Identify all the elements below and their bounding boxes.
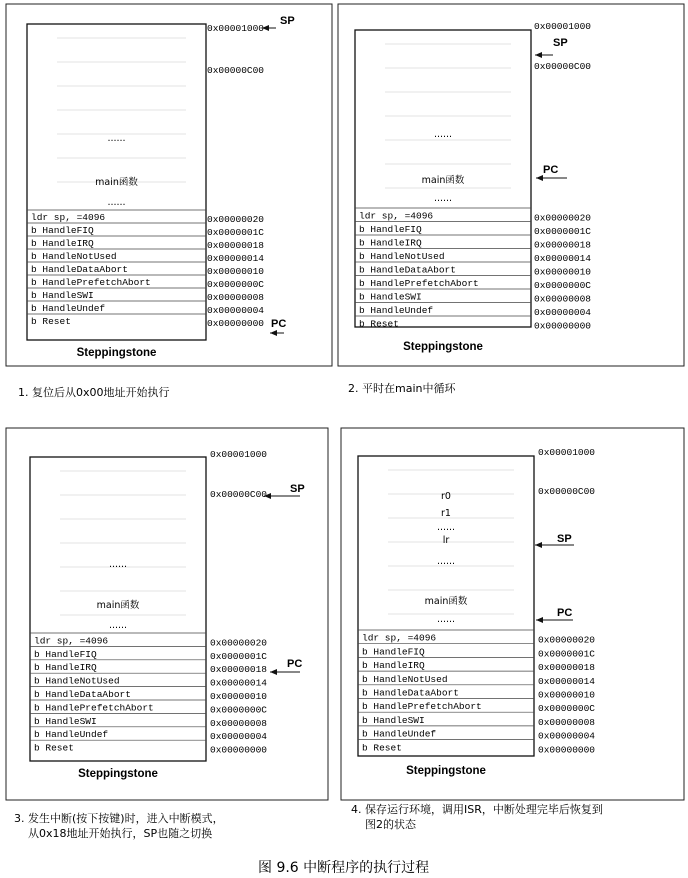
vector-row-text: b HandleSWI <box>362 714 425 726</box>
ellipsis-label: ...... <box>436 614 456 625</box>
vector-row-address: 0x00000008 <box>210 717 268 729</box>
vector-row-address: 0x0000000C <box>207 279 265 290</box>
ellipsis-label: ...... <box>433 193 453 204</box>
vector-row-text: b HandleUndef <box>34 729 109 741</box>
vector-row-address: 0x00000000 <box>207 318 265 329</box>
pc-label: PC <box>557 607 573 619</box>
vector-row-text: b Reset <box>34 742 74 754</box>
sp-label: SP <box>290 483 305 495</box>
address-label: 0x00000C00 <box>207 65 265 76</box>
vector-row-text: b Reset <box>359 318 399 330</box>
address-label: 0x00001000 <box>538 447 596 458</box>
stack-item: r0 <box>441 491 451 502</box>
vector-row-address: 0x0000001C <box>534 226 592 237</box>
address-label: 0x00000C00 <box>538 486 596 497</box>
figure-caption: 图 9.6 中断程序的执行过程 <box>258 860 430 876</box>
vector-row-address: 0x00000018 <box>534 239 592 251</box>
vector-row-address: 0x0000000C <box>538 703 596 715</box>
panel-caption: 3. 发生中断(按下按键)时，进入中断模式， <box>14 812 224 825</box>
vector-row-address: 0x00000020 <box>207 214 265 225</box>
steppingstone-label: Steppingstone <box>78 768 158 780</box>
main-function-label: main函数 <box>421 175 465 186</box>
vector-row-address: 0x00000014 <box>210 677 268 689</box>
panel-caption: 从0x18地址开始执行，SP也随之切换 <box>28 827 213 840</box>
vector-row-text: b HandlePrefetchAbort <box>31 277 151 288</box>
steppingstone-label: Steppingstone <box>403 341 483 353</box>
panel-caption: 4. 保存运行环境，调用ISR，中断处理完毕后恢复到 <box>351 803 603 816</box>
panel-1 <box>6 4 332 399</box>
vector-row-address: 0x00000014 <box>534 253 592 264</box>
vector-row-address: 0x00000020 <box>210 637 268 649</box>
address-label: 0x00000C00 <box>210 489 268 500</box>
vector-row-text: b HandleFIQ <box>31 225 94 236</box>
vector-row-address: 0x00000014 <box>538 675 596 687</box>
address-label: 0x00001000 <box>534 21 592 32</box>
vector-row-text: b HandleSWI <box>34 715 97 727</box>
panel-4 <box>341 428 684 831</box>
vector-row-address: 0x00000010 <box>538 689 596 701</box>
vector-row-text: b HandleUndef <box>31 303 106 314</box>
vector-row-address: 0x00000004 <box>207 305 265 316</box>
pc-label: PC <box>543 164 559 176</box>
vector-row-address: 0x0000001C <box>538 648 596 660</box>
ellipsis-label: ...... <box>108 620 128 631</box>
vector-row-text: b HandleNotUsed <box>359 251 445 262</box>
vector-row-text: b HandleDataAbort <box>34 689 131 700</box>
vector-row-address: 0x00000010 <box>207 266 265 277</box>
vector-row-text: b HandleFIQ <box>362 646 425 658</box>
ellipsis-label: ...... <box>436 556 456 567</box>
vector-row-text: ldr sp, =4096 <box>34 635 109 647</box>
vector-row-text: b HandleFIQ <box>359 224 422 235</box>
pc-label: PC <box>287 658 303 670</box>
vector-row-address: 0x0000001C <box>207 227 265 238</box>
ellipsis-label: ...... <box>108 559 128 570</box>
vector-row-address: 0x00000004 <box>538 730 596 742</box>
vector-row-text: b HandleIRQ <box>359 237 422 249</box>
vector-row-address: 0x00000004 <box>210 731 268 743</box>
vector-row-address: 0x00000010 <box>534 266 592 278</box>
main-function-label: main函数 <box>95 177 138 188</box>
vector-row-text: b Reset <box>31 316 71 327</box>
vector-row-address: 0x00000020 <box>534 212 592 224</box>
vector-row-text: b HandlePrefetchAbort <box>359 278 479 289</box>
vector-row-address: 0x00000000 <box>538 744 596 756</box>
main-function-label: main函数 <box>424 596 468 607</box>
sp-label: SP <box>553 37 568 49</box>
vector-row-text: ldr sp, =4096 <box>31 212 106 223</box>
vector-row-text: ldr sp, =4096 <box>362 632 437 644</box>
vector-row-text: b HandleNotUsed <box>362 673 448 685</box>
vector-row-text: b HandleDataAbort <box>31 264 128 275</box>
vector-row-text: ldr sp, =4096 <box>359 210 434 222</box>
vector-row-address: 0x00000018 <box>210 664 268 676</box>
vector-row-text: b HandleIRQ <box>362 660 425 672</box>
vector-row-address: 0x00000004 <box>534 307 592 318</box>
sp-label: SP <box>280 15 295 27</box>
ellipsis-label: ...... <box>433 129 453 140</box>
stack-item: ...... <box>436 522 456 533</box>
vector-row-text: b HandleNotUsed <box>34 675 120 687</box>
panel-caption: 图2的状态 <box>365 818 416 831</box>
vector-row-address: 0x00000008 <box>538 716 596 728</box>
main-function-label: main函数 <box>96 600 140 611</box>
vector-row-text: b HandlePrefetchAbort <box>362 701 482 713</box>
address-label: 0x00001000 <box>210 449 268 460</box>
vector-row-address: 0x0000000C <box>534 280 592 291</box>
vector-row-text: b HandleUndef <box>359 305 434 316</box>
ellipsis-label: ...... <box>107 133 126 144</box>
vector-row-text: b HandleDataAbort <box>362 687 459 699</box>
steppingstone-label: Steppingstone <box>406 765 486 777</box>
vector-row-address: 0x00000018 <box>207 240 265 251</box>
vector-row-text: b HandleDataAbort <box>359 264 456 276</box>
vector-row-address: 0x00000010 <box>210 691 268 702</box>
vector-row-text: b HandleUndef <box>362 728 437 740</box>
vector-row-text: b HandleIRQ <box>31 238 94 249</box>
vector-row-address: 0x00000018 <box>538 662 596 674</box>
panel-caption: 1. 复位后从0x00地址开始执行 <box>18 386 170 399</box>
steppingstone-label: Steppingstone <box>76 347 157 359</box>
vector-row-address: 0x0000000C <box>210 704 268 716</box>
address-label: 0x00001000 <box>207 23 265 34</box>
panel-3 <box>6 428 328 840</box>
vector-row-address: 0x00000014 <box>207 253 265 264</box>
address-label: 0x00000C00 <box>534 61 592 72</box>
vector-row-text: b HandleSWI <box>31 290 94 301</box>
stack-item: r1 <box>441 508 451 519</box>
vector-row-address: 0x00000000 <box>210 744 268 756</box>
vector-row-text: b Reset <box>362 742 402 754</box>
vector-row-address: 0x00000008 <box>534 293 592 305</box>
stack-item: lr <box>442 535 450 546</box>
vector-row-text: b HandlePrefetchAbort <box>34 702 154 714</box>
pc-label: PC <box>271 318 287 330</box>
panel-2 <box>338 4 684 395</box>
ellipsis-label: ...... <box>107 197 126 208</box>
vector-row-text: b HandleSWI <box>359 291 422 303</box>
panel-caption: 2. 平时在main中循环 <box>348 382 456 395</box>
vector-row-text: b HandleFIQ <box>34 648 97 660</box>
sp-label: SP <box>557 533 572 545</box>
vector-row-text: b HandleIRQ <box>34 662 97 674</box>
vector-row-address: 0x00000000 <box>534 320 592 332</box>
vector-row-text: b HandleNotUsed <box>31 251 117 262</box>
vector-row-address: 0x00000008 <box>207 292 265 303</box>
vector-row-address: 0x00000020 <box>538 634 596 646</box>
vector-row-address: 0x0000001C <box>210 650 268 662</box>
